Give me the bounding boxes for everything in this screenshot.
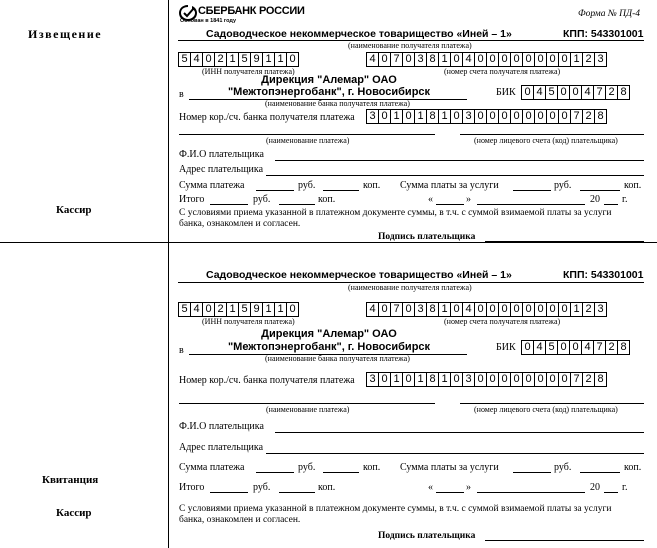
digit-cell[interactable]: 3 <box>594 302 607 317</box>
digit-cell[interactable]: 0 <box>402 109 415 124</box>
digit-cell[interactable]: 1 <box>226 52 239 67</box>
digit-cell[interactable]: 0 <box>450 302 463 317</box>
digit-cell[interactable]: 0 <box>474 372 487 387</box>
fee-rub-field-bottom[interactable] <box>513 472 551 473</box>
digit-cell[interactable]: 3 <box>414 52 427 67</box>
digit-cell[interactable]: 4 <box>462 302 475 317</box>
total-kop-field-bottom[interactable] <box>279 492 315 493</box>
digit-cell[interactable]: 0 <box>498 109 511 124</box>
year-suffix-top: г. <box>622 194 628 205</box>
purpose-line-top <box>179 134 435 135</box>
digit-cell[interactable]: 1 <box>438 109 451 124</box>
digit-cell[interactable]: 0 <box>486 302 499 317</box>
digit-cell[interactable]: 0 <box>534 372 547 387</box>
digit-cell[interactable]: 5 <box>545 85 558 100</box>
bank-line1-bottom: Дирекция "Алемар" ОАО <box>261 328 397 340</box>
digit-cell[interactable]: 8 <box>426 52 439 67</box>
digit-cell[interactable]: 4 <box>366 302 379 317</box>
bank-caption-bottom: (наименование банка получателя платежа) <box>265 354 410 363</box>
digit-cell[interactable]: 0 <box>498 302 511 317</box>
digit-cell[interactable]: 5 <box>238 302 251 317</box>
cashier-label-top: Кассир <box>56 204 92 216</box>
date-close-bottom: » <box>466 482 471 493</box>
digit-cell[interactable]: 0 <box>450 52 463 67</box>
digit-cell[interactable]: 3 <box>366 109 379 124</box>
digit-cell[interactable]: 3 <box>366 372 379 387</box>
kpp-bottom: КПП: 543301001 <box>563 269 644 281</box>
digit-cell[interactable]: 1 <box>570 302 583 317</box>
fee-kop-top: коп. <box>624 180 642 191</box>
digit-cell[interactable]: 0 <box>534 302 547 317</box>
digit-cell[interactable]: 0 <box>498 52 511 67</box>
date-day-field-top[interactable] <box>436 204 464 205</box>
date-open-top: « <box>428 194 433 205</box>
date-year-field-bottom[interactable] <box>604 492 618 493</box>
digit-cell[interactable]: 0 <box>546 302 559 317</box>
bank-line2-bottom: "Межтопэнергобанк", г. Новосибирск <box>227 341 431 353</box>
digit-cell[interactable]: 4 <box>462 52 475 67</box>
year-label-bottom: 20 <box>590 482 600 493</box>
digit-cell[interactable]: 1 <box>226 302 239 317</box>
digit-cell[interactable]: 8 <box>594 109 607 124</box>
digit-cell[interactable]: 0 <box>522 302 535 317</box>
digit-cell[interactable]: 5 <box>238 52 251 67</box>
bik-cells-top[interactable] <box>521 85 630 100</box>
fee-kop-field-top[interactable] <box>580 190 620 191</box>
digit-cell[interactable]: 0 <box>378 372 391 387</box>
consent-line2-bottom: банка, ознакомлен и согласен. <box>179 515 301 525</box>
digit-cell[interactable]: 0 <box>521 340 534 355</box>
section-divider-horizontal <box>0 242 657 243</box>
signature-field-top[interactable] <box>485 241 644 242</box>
digit-cell[interactable]: 8 <box>617 85 630 100</box>
sum-rub-top: руб. <box>298 180 316 191</box>
digit-cell[interactable]: 1 <box>414 109 427 124</box>
address-field-top[interactable] <box>266 175 644 176</box>
signature-field-bottom[interactable] <box>485 540 644 541</box>
digit-cell[interactable]: 0 <box>450 109 463 124</box>
digit-cell[interactable]: 0 <box>286 52 299 67</box>
digit-cell[interactable]: 0 <box>510 52 523 67</box>
digit-cell[interactable]: 0 <box>510 109 523 124</box>
digit-cell[interactable]: 8 <box>594 372 607 387</box>
digit-cell[interactable]: 0 <box>474 302 487 317</box>
date-month-field-top[interactable] <box>477 204 585 205</box>
digit-cell[interactable]: 0 <box>558 372 571 387</box>
bik-cells-bottom[interactable] <box>521 340 630 355</box>
purpose-caption-bottom: (наименование платежа) <box>266 405 350 414</box>
sum-rub-bottom: руб. <box>298 462 316 473</box>
digit-cell[interactable]: 0 <box>202 302 215 317</box>
digit-cell[interactable]: 7 <box>593 85 606 100</box>
digit-cell[interactable]: 2 <box>214 302 227 317</box>
digit-cell[interactable]: 3 <box>462 109 475 124</box>
digit-cell[interactable]: 3 <box>594 52 607 67</box>
digit-cell[interactable]: 0 <box>474 52 487 67</box>
digit-cell[interactable]: 0 <box>378 52 391 67</box>
digit-cell[interactable]: 0 <box>486 52 499 67</box>
digit-cell[interactable]: 0 <box>378 109 391 124</box>
digit-cell[interactable]: 1 <box>414 372 427 387</box>
bank-line2-top: "Межтопэнергобанк", г. Новосибирск <box>227 86 431 98</box>
corr-cells-bottom[interactable] <box>366 372 607 387</box>
personal-line-bottom <box>460 403 644 404</box>
in-label-top: в <box>179 89 184 100</box>
digit-cell[interactable]: 2 <box>605 340 618 355</box>
digit-cell[interactable]: 7 <box>390 52 403 67</box>
date-day-field-bottom[interactable] <box>436 492 464 493</box>
digit-cell[interactable]: 9 <box>250 302 263 317</box>
digit-cell[interactable]: 0 <box>486 109 499 124</box>
address-field-bottom[interactable] <box>266 453 644 454</box>
digit-cell[interactable]: 8 <box>426 109 439 124</box>
total-rub-field-top[interactable] <box>210 204 248 205</box>
digit-cell[interactable]: 0 <box>569 85 582 100</box>
inn-caption-bottom: (ИНН получателя платежа) <box>202 317 295 326</box>
corr-cells-top[interactable] <box>366 109 607 124</box>
total-rub-top: руб. <box>253 194 271 205</box>
digit-cell[interactable]: 5 <box>178 52 191 67</box>
digit-cell[interactable]: 0 <box>534 52 547 67</box>
receipt-label: Квитанция <box>42 474 99 486</box>
digit-cell[interactable]: 0 <box>450 372 463 387</box>
fee-label-top: Сумма платы за услуги <box>400 180 499 191</box>
total-kop-bottom: коп. <box>318 482 336 493</box>
inn-cells-bottom[interactable] <box>178 302 299 317</box>
digit-cell[interactable]: 4 <box>190 52 203 67</box>
digit-cell[interactable]: 3 <box>462 372 475 387</box>
digit-cell[interactable]: 0 <box>486 372 499 387</box>
form-label: Форма № ПД-4 <box>578 9 641 19</box>
bank-caption-top: (наименование банка получателя платежа) <box>265 99 410 108</box>
signature-label-bottom: Подпись плательщика <box>378 531 476 541</box>
fio-label-top: Ф.И.О плательщика <box>179 149 264 160</box>
digit-cell[interactable]: 2 <box>582 372 595 387</box>
digit-cell[interactable]: 0 <box>521 85 534 100</box>
digit-cell[interactable]: 5 <box>178 302 191 317</box>
digit-cell[interactable]: 2 <box>214 52 227 67</box>
digit-cell[interactable]: 0 <box>557 85 570 100</box>
personal-caption-top: (номер лицевого счета (код) плательщика) <box>474 136 618 145</box>
digit-cell[interactable]: 0 <box>546 109 559 124</box>
digit-cell[interactable]: 8 <box>617 340 630 355</box>
sum-rub-field-top[interactable] <box>256 190 294 191</box>
digit-cell[interactable]: 0 <box>474 109 487 124</box>
digit-cell[interactable]: 2 <box>582 52 595 67</box>
total-label-bottom: Итого <box>179 482 205 493</box>
digit-cell[interactable]: 0 <box>510 302 523 317</box>
digit-cell[interactable]: 0 <box>402 302 415 317</box>
digit-cell[interactable]: 7 <box>570 372 583 387</box>
digit-cell[interactable]: 7 <box>593 340 606 355</box>
total-label-top: Итого <box>179 194 205 205</box>
digit-cell[interactable]: 5 <box>545 340 558 355</box>
corr-label-top: Номер кор./сч. банка получателя платежа <box>179 112 355 123</box>
bik-label-top: БИК <box>496 87 516 98</box>
account-caption-top: (номер счета получателя платежа) <box>444 67 561 76</box>
personal-line-top <box>460 134 644 135</box>
digit-cell[interactable]: 0 <box>569 340 582 355</box>
digit-cell[interactable]: 4 <box>366 52 379 67</box>
digit-cell[interactable]: 0 <box>522 109 535 124</box>
payee-caption-top: (наименование получателя платежа) <box>348 41 472 50</box>
digit-cell[interactable]: 0 <box>546 372 559 387</box>
logo-subtitle: Основан в 1841 году <box>180 18 237 24</box>
digit-cell[interactable]: 0 <box>378 302 391 317</box>
digit-cell[interactable]: 1 <box>438 52 451 67</box>
digit-cell[interactable]: 0 <box>202 52 215 67</box>
sum-kop-top: коп. <box>363 180 381 191</box>
payee-name-bottom: Садоводческое некоммерческое товарищество «Иней – 1» <box>206 269 512 281</box>
fee-rub-top: руб. <box>554 180 572 191</box>
consent-line2-top: банка, ознакомлен и согласен. <box>179 219 301 229</box>
digit-cell[interactable]: 2 <box>582 302 595 317</box>
notice-label: Извещение <box>28 27 103 41</box>
sum-kop-bottom: коп. <box>363 462 381 473</box>
sum-rub-field-bottom[interactable] <box>256 472 294 473</box>
sum-kop-field-bottom[interactable] <box>323 472 359 473</box>
address-label-bottom: Адрес плательщика <box>179 442 264 453</box>
digit-cell[interactable]: 1 <box>390 372 403 387</box>
digit-cell[interactable]: 0 <box>558 52 571 67</box>
digit-cell[interactable]: 8 <box>426 302 439 317</box>
consent-line1-top: С условиями приема указанной в платежном документе суммы, в т.ч. с суммой взимаемой платы за услуги <box>179 208 612 218</box>
digit-cell[interactable]: 9 <box>250 52 263 67</box>
date-open-bottom: « <box>428 482 433 493</box>
digit-cell[interactable]: 4 <box>533 85 546 100</box>
personal-caption-bottom: (номер лицевого счета (код) плательщика) <box>474 405 618 414</box>
digit-cell[interactable]: 1 <box>262 302 275 317</box>
digit-cell[interactable]: 4 <box>190 302 203 317</box>
fio-field-bottom[interactable] <box>275 432 644 433</box>
digit-cell[interactable]: 1 <box>438 372 451 387</box>
account-cells-bottom[interactable] <box>366 302 607 317</box>
section-divider-vertical <box>168 0 169 548</box>
account-caption-bottom: (номер счета получателя платежа) <box>444 317 561 326</box>
total-kop-field-top[interactable] <box>279 204 315 205</box>
purpose-caption-top: (наименование платежа) <box>266 136 350 145</box>
inn-cells-top[interactable] <box>178 52 299 67</box>
digit-cell[interactable]: 0 <box>522 372 535 387</box>
consent-line1-bottom: С условиями приема указанной в платежном документе суммы, в т.ч. с суммой взимаемой платы за услуги <box>179 504 612 514</box>
total-rub-bottom: руб. <box>253 482 271 493</box>
digit-cell[interactable]: 0 <box>546 52 559 67</box>
digit-cell[interactable]: 7 <box>570 109 583 124</box>
purpose-line-bottom <box>179 403 435 404</box>
digit-cell[interactable]: 0 <box>286 302 299 317</box>
address-label-top: Адрес плательщика <box>179 164 264 175</box>
digit-cell[interactable]: 1 <box>438 302 451 317</box>
account-cells-top[interactable] <box>366 52 607 67</box>
fee-label-bottom: Сумма платы за услуги <box>400 462 499 473</box>
digit-cell[interactable]: 7 <box>390 302 403 317</box>
digit-cell[interactable]: 0 <box>534 109 547 124</box>
sum-label-bottom: Сумма платежа <box>179 462 245 473</box>
digit-cell[interactable]: 3 <box>414 302 427 317</box>
payee-caption-bottom: (наименование получателя платежа) <box>348 283 472 292</box>
digit-cell[interactable]: 2 <box>605 85 618 100</box>
year-label-top: 20 <box>590 194 600 205</box>
digit-cell[interactable]: 1 <box>274 52 287 67</box>
sum-kop-field-top[interactable] <box>323 190 359 191</box>
digit-cell[interactable]: 0 <box>557 340 570 355</box>
bik-label-bottom: БИК <box>496 342 516 353</box>
fee-rub-field-top[interactable] <box>513 190 551 191</box>
bank-line1-top: Дирекция "Алемар" ОАО <box>261 74 397 86</box>
digit-cell[interactable]: 8 <box>426 372 439 387</box>
date-month-field-bottom[interactable] <box>477 492 585 493</box>
digit-cell[interactable]: 4 <box>533 340 546 355</box>
fee-kop-bottom: коп. <box>624 462 642 473</box>
year-suffix-bottom: г. <box>622 482 628 493</box>
digit-cell[interactable]: 0 <box>402 52 415 67</box>
total-kop-top: коп. <box>318 194 336 205</box>
digit-cell[interactable]: 0 <box>558 109 571 124</box>
corr-label-bottom: Номер кор./сч. банка получателя платежа <box>179 375 355 386</box>
in-label-bottom: в <box>179 345 184 356</box>
date-year-field-top[interactable] <box>604 204 618 205</box>
signature-label-top: Подпись плательщика <box>378 232 476 242</box>
fee-kop-field-bottom[interactable] <box>580 472 620 473</box>
fee-rub-bottom: руб. <box>554 462 572 473</box>
digit-cell[interactable]: 4 <box>581 340 594 355</box>
fio-label-bottom: Ф.И.О плательщика <box>179 421 264 432</box>
digit-cell[interactable]: 1 <box>262 52 275 67</box>
total-rub-field-bottom[interactable] <box>210 492 248 493</box>
digit-cell[interactable]: 1 <box>390 109 403 124</box>
payee-name-top: Садоводческое некоммерческое товарищество «Иней – 1» <box>206 28 512 40</box>
digit-cell[interactable]: 0 <box>402 372 415 387</box>
kpp-top: КПП: 543301001 <box>563 28 644 40</box>
inn-caption-top: (ИНН получателя платежа) <box>202 67 295 76</box>
date-close-top: » <box>466 194 471 205</box>
digit-cell[interactable]: 0 <box>510 372 523 387</box>
digit-cell[interactable]: 0 <box>498 372 511 387</box>
digit-cell[interactable]: 2 <box>582 109 595 124</box>
digit-cell[interactable]: 1 <box>570 52 583 67</box>
fio-field-top[interactable] <box>275 160 644 161</box>
sum-label-top: Сумма платежа <box>179 180 245 191</box>
digit-cell[interactable]: 4 <box>581 85 594 100</box>
digit-cell[interactable]: 0 <box>522 52 535 67</box>
digit-cell[interactable]: 1 <box>274 302 287 317</box>
digit-cell[interactable]: 0 <box>558 302 571 317</box>
cashier-label-bottom: Кассир <box>56 507 92 519</box>
logo-name: СБЕРБАНК РОССИИ <box>198 5 305 17</box>
